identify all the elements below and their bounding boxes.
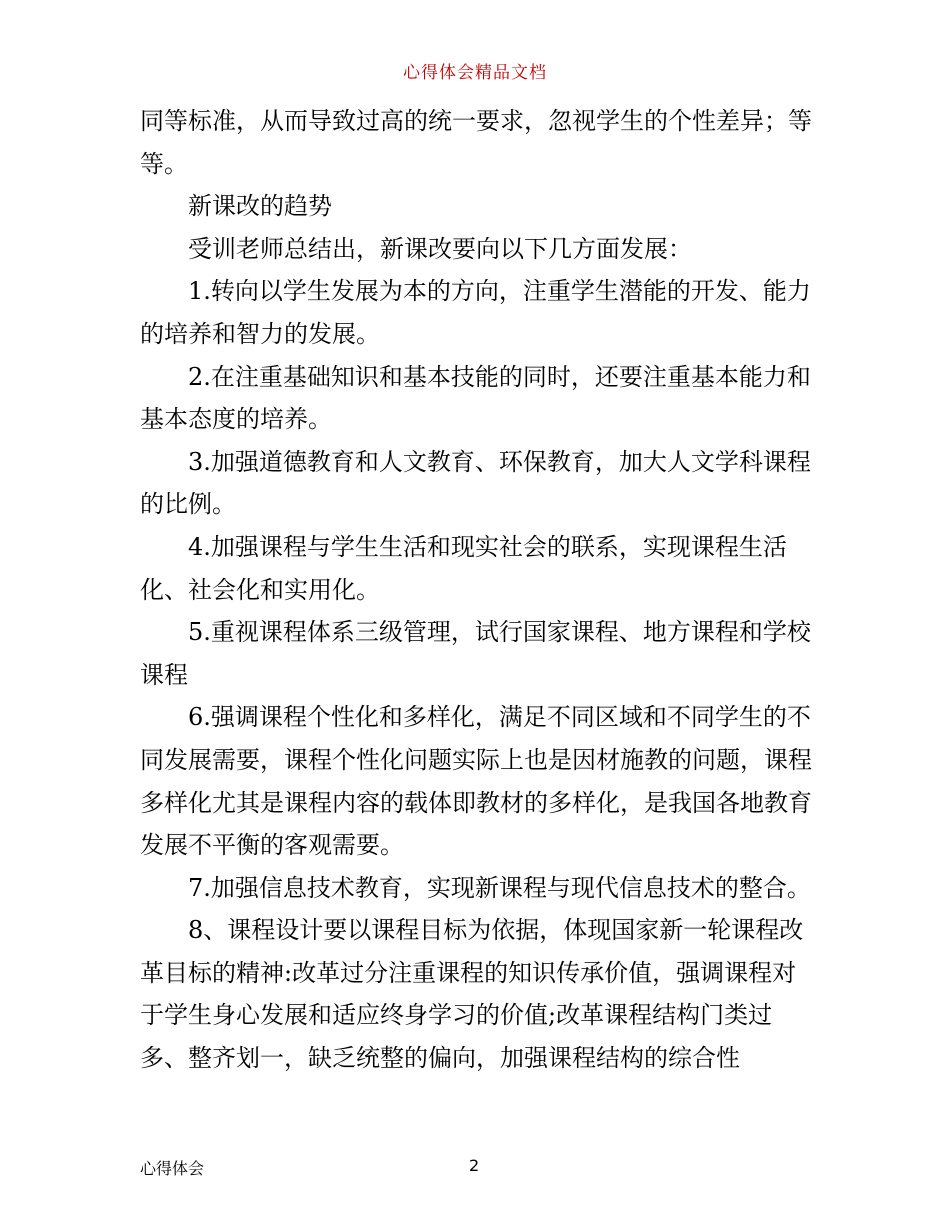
paragraph-item-6: 6.强调课程个性化和多样化，满足不同区域和不同学生的不同发展需要，课程个性化问题实际上也是因材施教的问题，课程多样化尤其是课程内容的载体即教材的多样化，是我国各地教育发展不平衡的客观需要。 [140, 703, 812, 860]
paragraph-item-2: 2.在注重基础知识和基本技能的同时，还要注重基本能力和基本态度的培养。 [140, 362, 811, 434]
paragraph-intro: 受训老师总结出，新课改要向以下几方面发展： [188, 234, 692, 263]
paragraph-section-heading: 新课改的趋势 [188, 192, 332, 221]
paragraph-item-1: 1.转向以学生发展为本的方向，注重学生潜能的开发、能力的培养和智力的发展。 [140, 277, 811, 348]
paragraph-item-5: 5.重视课程体系三级管理，试行国家课程、地方课程和学校课程 [140, 618, 811, 689]
document-header-title: 心得体会精品文档 [403, 63, 547, 83]
paragraph-item-4: 4.加强课程与学生生活和现实社会的联系，实现课程生活化、社会化和实用化。 [140, 532, 787, 604]
page-number: 2 [469, 1156, 480, 1175]
document-body [140, 100, 820, 1080]
footer-label: 心得体会 [140, 1159, 205, 1178]
paragraph-item-8: 8、课程设计要以课程目标为依据，体现国家新一轮课程改革目标的精神:改革过分注重课程的知识传承价值，强调课程对于学生身心发展和适应终身学习的价值;改革课程结构门类过多、整齐划一，缺乏统整的偏向，加强课程结构的综合性 [140, 916, 804, 1073]
paragraph-continuation: 同等标准，从而导致过高的统一要求，忽视学生的个性差异；等等。 [140, 107, 812, 178]
paragraph-item-3: 3.加强道德教育和人文教育、环保教育，加大人文学科课程的比例。 [140, 447, 811, 519]
paragraph-item-7: 7.加强信息技术教育，实现新课程与现代信息技术的整合。 [188, 873, 811, 902]
